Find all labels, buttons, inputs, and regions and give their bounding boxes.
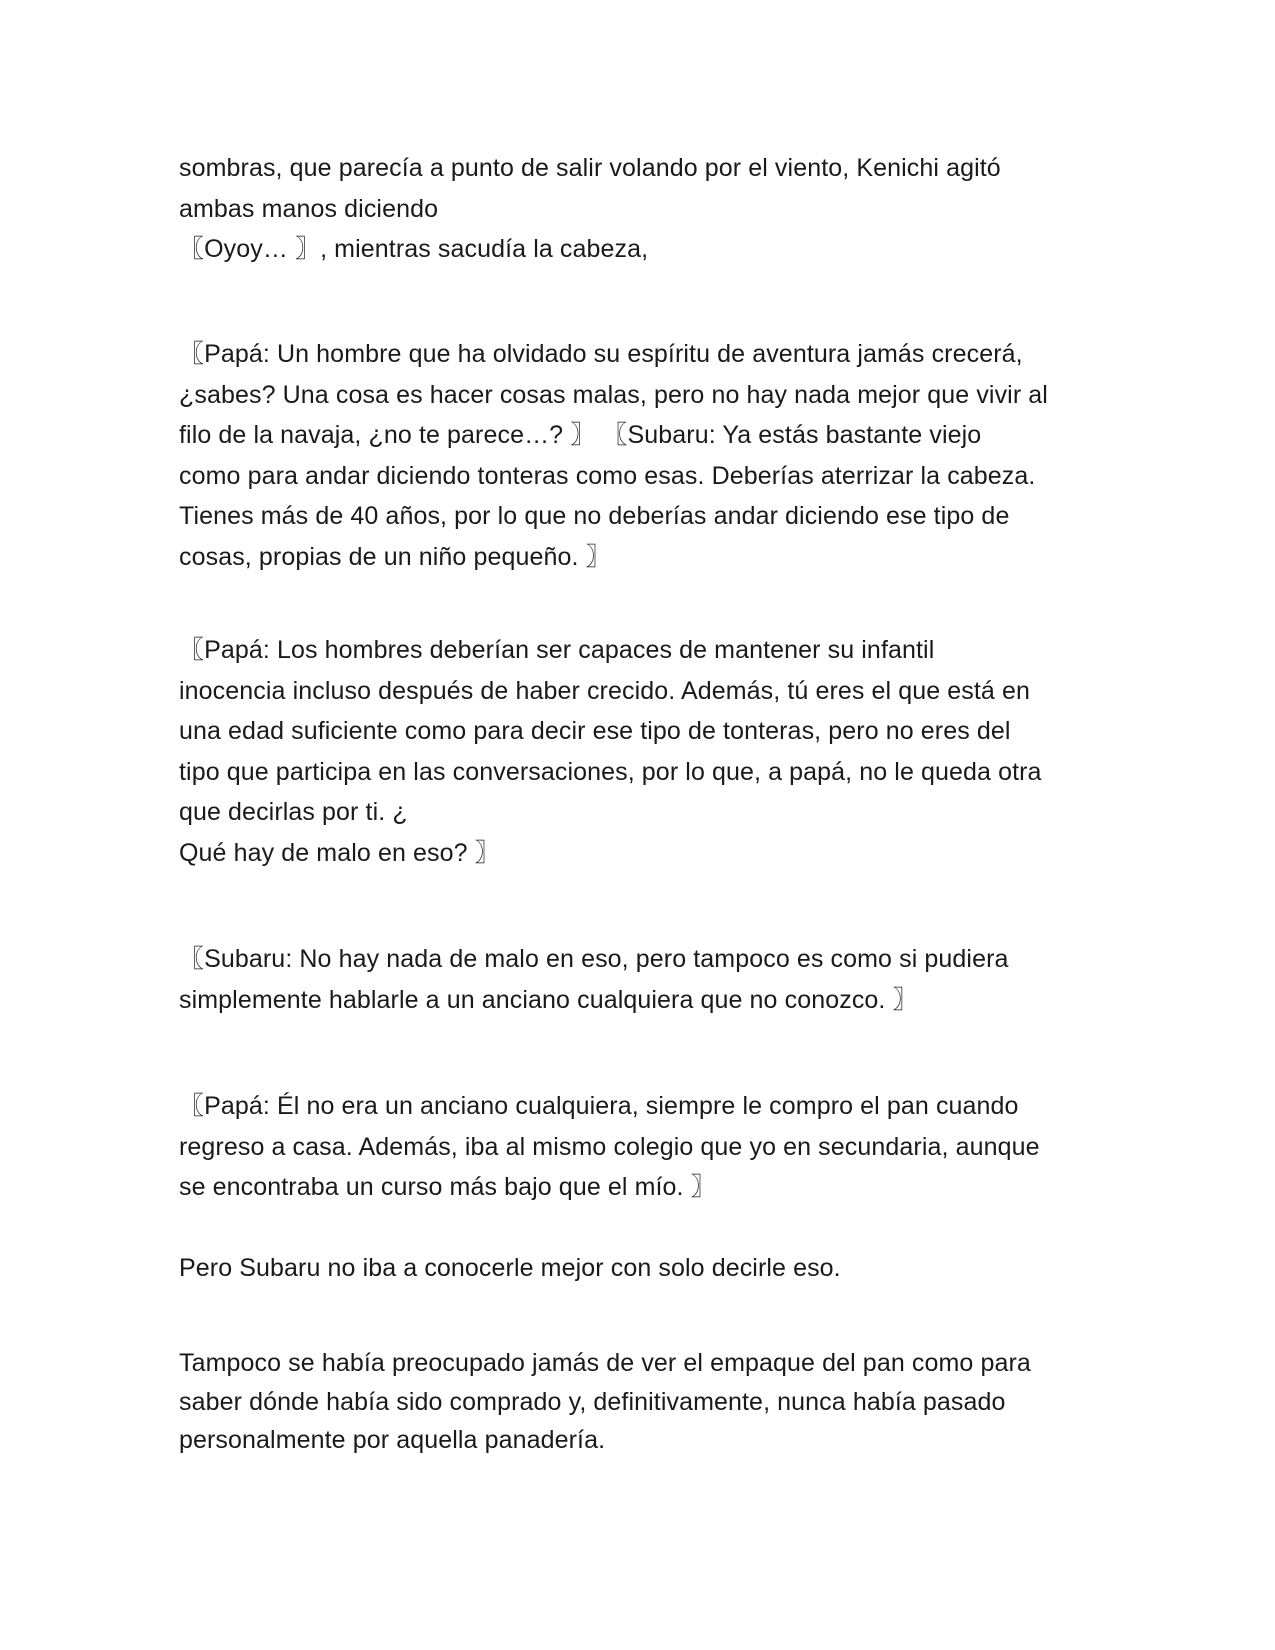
paragraph: 〖Subaru: No hay nada de malo en eso, pero tampoco es como si pudiera simplemente hablarle a un anciano cualquiera que no conozco. 〗 [179, 945, 1009, 1014]
paragraph: sombras, que parecía a punto de salir volando por el viento, Kenichi agitó ambas manos diciendo 〖Oyoy… 〗, mientras sacudía la cabeza, [179, 154, 1001, 263]
paragraph: Tampoco se había preocupado jamás de ver el empaque del pan como para saber dónde había sido comprado y, definitivamente, nunca había pasado personalmente por aquella panadería. [179, 1349, 1031, 1454]
paragraph: 〖Papá: Él no era un anciano cualquiera, siempre le compro el pan cuando regreso a casa. Además, iba al mismo colegio que yo en secundaria, aunque se encontraba un curso más bajo que el mío. 〗 [179, 1092, 1040, 1201]
paragraph: 〖Papá: Los hombres deberían ser capaces de mantener su infantil inocencia incluso después de haber crecido. Además, tú eres el que está en una edad suficiente como para decir ese tipo de tonteras, pero no eres del tipo que participa en las conversaciones, por lo que, a papá, no le queda otra que decirlas por ti. ¿ Qué hay de malo en eso? 〗 [179, 636, 1042, 867]
paragraph: Pero Subaru no iba a conocerle mejor con solo decirle eso. [179, 1254, 841, 1282]
paragraph: 〖Papá: Un hombre que ha olvidado su espíritu de aventura jamás crecerá, ¿sabes? Una cosa es hacer cosas malas, pero no hay nada mejor que vivir al filo de la navaja, ¿no te parece…? 〗 〖Subaru: Ya estás bastante viejo como para andar diciendo tonteras como esas. Deberías aterrizar la cabeza. Tienes más de 40 años, por lo que no deberías andar diciendo ese tipo de cosas, propias de un niño pequeño. 〗 [179, 340, 1048, 571]
